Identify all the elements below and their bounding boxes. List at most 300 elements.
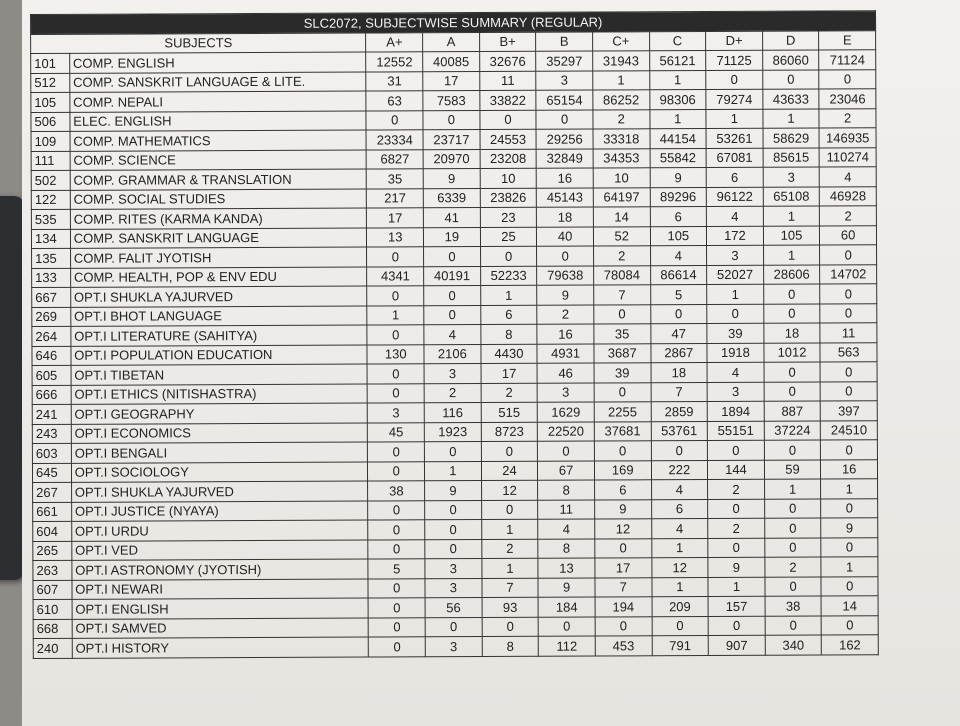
grade-count-cell: 56 (425, 598, 482, 618)
grade-count-cell: 1 (367, 305, 424, 325)
subject-code: 645 (32, 463, 71, 483)
subject-name: COMP. HEALTH, POP & ENV EDU (70, 267, 367, 288)
grade-count-cell: 40085 (423, 52, 480, 72)
grade-count-cell: 340 (765, 635, 822, 655)
subject-code: 667 (32, 287, 71, 307)
grade-count-cell: 1629 (537, 402, 594, 422)
subject-name: COMP. GRAMMAR & TRANSLATION (70, 169, 367, 190)
grade-count-cell: 23208 (480, 149, 537, 169)
subject-name: OPT.I LITERATURE (SAHITYA) (71, 325, 368, 346)
grade-count-cell: 0 (820, 245, 877, 265)
column-header-subjects: SUBJECTS (31, 33, 367, 54)
subject-code: 269 (32, 307, 71, 327)
grade-count-cell: 93 (482, 597, 539, 617)
grade-count-cell: 0 (595, 538, 652, 558)
grade-count-cell: 907 (708, 635, 765, 655)
grade-count-cell: 6 (651, 499, 708, 519)
grade-count-cell: 58629 (763, 128, 820, 148)
grade-count-cell: 53261 (706, 128, 763, 148)
column-header-c: C (649, 31, 706, 51)
grade-count-cell: 3 (707, 382, 764, 402)
grade-count-cell: 71125 (706, 50, 763, 70)
grade-count-cell: 0 (764, 440, 821, 460)
subject-name: OPT.I SOCIOLOGY (71, 462, 368, 483)
phone-edge (0, 196, 24, 580)
grade-count-cell: 79638 (537, 266, 594, 286)
grade-count-cell: 17 (423, 71, 480, 91)
grade-count-cell: 31943 (593, 51, 650, 71)
subject-code: 506 (31, 112, 70, 132)
grade-count-cell: 28606 (763, 265, 820, 285)
grade-count-cell: 3687 (594, 343, 651, 363)
subject-code: 604 (33, 521, 72, 541)
grade-count-cell: 4 (651, 519, 708, 539)
grade-count-cell: 0 (820, 303, 877, 323)
grade-count-cell: 1 (821, 479, 878, 499)
table-body (31, 50, 879, 658)
grade-count-cell: 3 (707, 245, 764, 265)
grade-count-cell: 0 (765, 616, 822, 636)
subject-name: COMP. SANSKRIT LANGUAGE (70, 228, 367, 249)
subject-name: COMP. SCIENCE (70, 150, 367, 171)
grade-count-cell: 0 (652, 616, 709, 636)
grade-count-cell: 8 (538, 539, 595, 559)
grade-count-cell: 222 (651, 460, 708, 480)
grade-count-cell: 2859 (651, 402, 708, 422)
grade-count-cell: 12 (595, 519, 652, 539)
subject-name: OPT.I NEWARI (72, 579, 369, 600)
grade-count-cell: 9 (538, 578, 595, 598)
grade-count-cell: 35297 (536, 51, 593, 71)
grade-count-cell: 18 (537, 207, 594, 227)
grade-count-cell: 17 (367, 208, 424, 228)
subject-code: 661 (33, 502, 72, 522)
grade-count-cell: 0 (595, 616, 652, 636)
grade-count-cell: 60 (820, 225, 877, 245)
grade-count-cell: 23826 (480, 188, 537, 208)
grade-count-cell: 12 (481, 480, 538, 500)
grade-count-cell: 37681 (594, 421, 651, 441)
grade-count-cell: 9 (425, 481, 482, 501)
grade-count-cell: 25 (480, 227, 537, 247)
column-header-e: E (819, 30, 876, 50)
grade-count-cell: 0 (368, 461, 425, 481)
grade-count-cell: 4 (706, 206, 763, 226)
grade-count-cell: 0 (367, 247, 424, 267)
grade-count-cell: 0 (764, 518, 821, 538)
grade-count-cell: 397 (821, 401, 878, 421)
grade-count-cell: 110274 (819, 147, 876, 167)
grade-count-cell: 105 (650, 226, 707, 246)
grade-count-cell: 0 (424, 305, 481, 325)
grade-count-cell: 6339 (423, 188, 480, 208)
grade-count-cell: 67 (538, 461, 595, 481)
grade-count-cell: 6827 (367, 149, 424, 169)
grade-count-cell: 3 (537, 383, 594, 403)
grade-count-cell: 11 (479, 71, 536, 91)
grade-count-cell: 12 (651, 558, 708, 578)
subject-code: 666 (32, 385, 71, 405)
grade-count-cell: 17 (595, 558, 652, 578)
subject-name: OPT.I TIBETAN (71, 364, 368, 385)
grade-count-cell: 16 (536, 168, 593, 188)
grade-count-cell: 96122 (706, 187, 763, 207)
grade-count-cell: 56121 (649, 51, 706, 71)
table-row (33, 635, 878, 658)
grade-count-cell: 52027 (707, 265, 764, 285)
grade-count-cell: 47 (650, 324, 707, 344)
grade-count-cell: 0 (366, 110, 423, 130)
subject-name: OPT.I URDU (71, 520, 368, 541)
grade-count-cell: 45143 (537, 188, 594, 208)
subject-code: 240 (33, 638, 72, 658)
subject-name: OPT.I SHUKLA YAJURVED (70, 286, 367, 307)
grade-count-cell: 19 (424, 227, 481, 247)
grade-count-cell: 14702 (820, 264, 877, 284)
grade-count-cell: 86060 (762, 50, 819, 70)
grade-count-cell: 14 (821, 596, 878, 616)
grade-count-cell: 184 (538, 597, 595, 617)
grade-count-cell: 11 (820, 323, 877, 343)
grade-count-cell: 1 (480, 285, 537, 305)
subject-code: 243 (32, 424, 71, 444)
grade-count-cell: 23 (480, 207, 537, 227)
grade-count-cell: 1918 (707, 343, 764, 363)
grade-count-cell: 1 (707, 284, 764, 304)
grade-count-cell: 172 (707, 226, 764, 246)
grade-count-cell: 2 (819, 108, 876, 128)
grade-count-cell: 0 (425, 520, 482, 540)
grade-count-cell: 9 (821, 518, 878, 538)
grade-count-cell: 3 (425, 637, 482, 657)
grade-count-cell: 23046 (819, 89, 876, 109)
grade-count-cell: 0 (368, 520, 425, 540)
grade-count-cell: 23717 (423, 130, 480, 150)
grade-count-cell: 10 (480, 168, 537, 188)
grade-count-cell: 4 (707, 362, 764, 382)
grade-count-cell: 6 (706, 167, 763, 187)
grade-count-cell: 9 (708, 557, 765, 577)
subject-code: 265 (33, 541, 72, 561)
grade-count-cell: 1894 (707, 401, 764, 421)
grade-count-cell: 53761 (651, 421, 708, 441)
column-header-b-plus: B+ (479, 32, 536, 52)
grade-count-cell: 1 (821, 557, 878, 577)
grade-count-cell: 2 (708, 479, 765, 499)
grade-count-cell: 4341 (367, 266, 424, 286)
grade-count-cell: 563 (820, 342, 877, 362)
grade-count-cell: 34353 (593, 148, 650, 168)
subject-code: 605 (32, 365, 71, 385)
grade-count-cell: 86614 (650, 265, 707, 285)
grade-count-cell: 67081 (706, 148, 763, 168)
grade-count-cell: 3 (425, 559, 482, 579)
grade-count-cell: 0 (369, 617, 426, 637)
grade-count-cell: 0 (368, 539, 425, 559)
grade-count-cell: 38 (765, 596, 822, 616)
subject-name: COMP. MATHEMATICS (70, 130, 367, 151)
grade-count-cell: 0 (765, 577, 822, 597)
grade-count-cell: 0 (424, 442, 481, 462)
grade-count-cell: 29256 (536, 129, 593, 149)
grade-count-cell: 64197 (593, 187, 650, 207)
grade-count-cell: 0 (369, 637, 426, 657)
grade-count-cell: 0 (820, 381, 877, 401)
grade-count-cell: 17 (481, 363, 538, 383)
subject-code: 133 (32, 268, 71, 288)
subject-code: 267 (33, 482, 72, 502)
grade-count-cell: 1 (651, 577, 708, 597)
grade-count-cell: 5 (368, 559, 425, 579)
grade-count-cell: 7 (482, 578, 539, 598)
grade-count-cell: 10 (593, 168, 650, 188)
grade-count-cell: 44154 (650, 129, 707, 149)
grade-count-cell: 0 (425, 500, 482, 520)
grade-count-cell: 85615 (763, 148, 820, 168)
grade-count-cell: 4931 (537, 344, 594, 364)
grade-count-cell: 116 (424, 403, 481, 423)
subject-name: COMP. RITES (KARMA KANDA) (70, 208, 367, 229)
grade-count-cell: 13 (367, 227, 424, 247)
grade-count-cell: 4430 (481, 344, 538, 364)
grade-count-cell: 63 (366, 91, 423, 111)
grade-count-cell: 2 (708, 518, 765, 538)
subject-name: OPT.I JUSTICE (NYAYA) (71, 501, 368, 522)
table-title: SLC2072, SUBJECTWISE SUMMARY (REGULAR) (31, 11, 876, 34)
grade-count-cell: 86252 (593, 90, 650, 110)
grade-count-cell: 3 (425, 578, 482, 598)
grade-count-cell: 791 (652, 636, 709, 656)
grade-count-cell: 194 (595, 597, 652, 617)
grade-count-cell: 13 (538, 558, 595, 578)
subject-name: OPT.I GEOGRAPHY (71, 403, 368, 424)
subject-code: 111 (31, 151, 70, 171)
grade-count-cell: 0 (536, 110, 593, 130)
grade-count-cell: 162 (822, 635, 879, 655)
grade-count-cell: 0 (368, 578, 425, 598)
grade-count-cell: 515 (481, 402, 538, 422)
subject-code: 264 (32, 326, 71, 346)
subject-code: 122 (31, 190, 70, 210)
grade-count-cell: 8 (482, 636, 539, 656)
grade-count-cell: 0 (821, 537, 878, 557)
grade-count-cell: 39 (594, 363, 651, 383)
grade-count-cell: 2106 (424, 344, 481, 364)
subject-code: 263 (33, 560, 72, 580)
grade-count-cell: 209 (652, 597, 709, 617)
subject-code: 535 (31, 209, 70, 229)
grade-count-cell: 18 (651, 363, 708, 383)
grade-count-cell: 1 (593, 70, 650, 90)
grade-count-cell: 0 (821, 498, 878, 518)
grade-count-cell: 0 (821, 615, 878, 635)
subject-code: 101 (31, 53, 70, 73)
grade-count-cell: 0 (708, 538, 765, 558)
grade-count-cell: 12552 (366, 52, 423, 72)
grade-count-cell: 0 (537, 246, 594, 266)
column-header-a-plus: A+ (366, 32, 423, 52)
grade-count-cell: 0 (651, 441, 708, 461)
grade-count-cell: 0 (707, 440, 764, 460)
grade-count-cell: 3 (536, 71, 593, 91)
grade-count-cell: 157 (708, 596, 765, 616)
grade-count-cell: 0 (481, 500, 538, 520)
grade-count-cell: 0 (538, 441, 595, 461)
column-header-d: D (762, 31, 819, 51)
grade-count-cell: 9 (595, 499, 652, 519)
grade-count-cell: 98306 (649, 90, 706, 110)
grade-count-cell: 0 (763, 284, 820, 304)
grade-count-cell: 7 (595, 577, 652, 597)
grade-count-cell: 16 (537, 324, 594, 344)
grade-count-cell: 1 (481, 519, 538, 539)
grade-count-cell: 40 (537, 227, 594, 247)
subject-name: COMP. NEPALI (70, 91, 367, 112)
subject-name: OPT.I ASTRONOMY (JYOTISH) (72, 559, 369, 580)
grade-count-cell: 130 (367, 344, 424, 364)
column-header-a: A (423, 32, 480, 52)
grade-count-cell: 1 (649, 70, 706, 90)
grade-count-cell: 1 (764, 479, 821, 499)
grade-count-cell: 2 (537, 305, 594, 325)
grade-count-cell: 0 (820, 284, 877, 304)
grade-count-cell: 887 (764, 401, 821, 421)
subject-code: 109 (31, 131, 70, 151)
subject-name: ELEC. ENGLISH (70, 111, 367, 132)
grade-count-cell: 0 (367, 325, 424, 345)
grade-count-cell: 2 (820, 206, 877, 226)
grade-count-cell: 14 (593, 207, 650, 227)
grade-count-cell: 2255 (594, 402, 651, 422)
subject-code: 610 (33, 599, 72, 619)
grade-count-cell: 2 (593, 246, 650, 266)
grade-count-cell: 0 (367, 364, 424, 384)
grade-count-cell: 38 (368, 481, 425, 501)
grade-count-cell: 2 (765, 557, 822, 577)
grade-count-cell: 146935 (819, 128, 876, 148)
grade-count-cell: 0 (708, 499, 765, 519)
grade-count-cell: 0 (425, 617, 482, 637)
grade-count-cell: 4 (651, 480, 708, 500)
grade-count-cell: 0 (367, 286, 424, 306)
grade-count-cell: 0 (765, 538, 822, 558)
grade-count-cell: 0 (480, 246, 537, 266)
subject-code: 646 (32, 346, 71, 366)
grade-count-cell: 24553 (480, 129, 537, 149)
grade-count-cell: 43633 (763, 89, 820, 109)
grade-count-cell: 32849 (536, 149, 593, 169)
grade-count-cell: 7 (594, 285, 651, 305)
column-header-d-plus: D+ (706, 31, 763, 51)
grade-count-cell: 1 (706, 109, 763, 129)
subject-name: COMP. ENGLISH (69, 52, 366, 73)
grade-count-cell: 0 (764, 362, 821, 382)
grade-count-cell: 52233 (480, 266, 537, 286)
grade-count-cell: 31 (366, 71, 423, 91)
subject-name: OPT.I ECONOMICS (71, 423, 368, 444)
grade-count-cell: 0 (594, 304, 651, 324)
grade-count-cell: 39 (707, 323, 764, 343)
grade-count-cell: 33822 (480, 90, 537, 110)
grade-count-cell: 41 (423, 208, 480, 228)
grade-count-cell: 59 (764, 460, 821, 480)
grade-count-cell: 1 (482, 558, 539, 578)
subject-code: 135 (32, 248, 71, 268)
subject-code: 603 (32, 443, 71, 463)
grade-count-cell: 52 (593, 226, 650, 246)
grade-count-cell: 55151 (707, 421, 764, 441)
grade-count-cell: 22520 (538, 422, 595, 442)
grade-count-cell: 16 (821, 459, 878, 479)
grade-count-cell: 0 (538, 617, 595, 637)
grade-count-cell: 24510 (821, 420, 878, 440)
grade-count-cell: 453 (595, 636, 652, 656)
grade-count-cell: 2 (593, 109, 650, 129)
grade-count-cell: 0 (764, 499, 821, 519)
grade-count-cell: 7 (651, 382, 708, 402)
subject-name: COMP. SANSKRIT LANGUAGE & LITE. (70, 72, 367, 93)
grade-count-cell: 8 (538, 480, 595, 500)
grade-count-cell: 0 (707, 304, 764, 324)
grade-count-cell: 0 (594, 382, 651, 402)
grade-count-cell: 0 (762, 70, 819, 90)
grade-count-cell: 1 (649, 109, 706, 129)
subject-name: COMP. SOCIAL STUDIES (70, 189, 367, 210)
grade-count-cell: 0 (480, 110, 537, 130)
grade-count-cell: 2 (481, 383, 538, 403)
grade-count-cell: 37224 (764, 421, 821, 441)
grade-count-cell: 1 (425, 461, 482, 481)
grade-count-cell: 78084 (594, 265, 651, 285)
grade-count-cell: 1012 (764, 343, 821, 363)
subject-name: OPT.I VED (72, 540, 369, 561)
subject-code: 668 (33, 619, 72, 639)
grade-count-cell: 35 (594, 324, 651, 344)
subject-code: 105 (31, 92, 70, 112)
grade-count-cell: 105 (763, 226, 820, 246)
grade-count-cell: 40191 (424, 266, 481, 286)
grade-count-cell: 8723 (481, 422, 538, 442)
grade-count-cell: 0 (821, 576, 878, 596)
grade-count-cell: 0 (594, 441, 651, 461)
grade-count-cell: 1 (763, 109, 820, 129)
grade-count-cell: 0 (481, 441, 538, 461)
grade-count-cell: 9 (537, 285, 594, 305)
grade-count-cell: 33318 (593, 129, 650, 149)
grade-count-cell: 71124 (819, 50, 876, 70)
subject-code: 512 (31, 73, 70, 93)
grade-count-cell: 1 (763, 206, 820, 226)
subject-name: OPT.I SAMVED (72, 618, 369, 639)
grade-count-cell: 0 (424, 247, 481, 267)
grade-count-cell: 45 (368, 422, 425, 442)
grade-count-cell: 4 (424, 325, 481, 345)
grade-count-cell: 32676 (479, 51, 536, 71)
subject-code: 502 (31, 170, 70, 190)
grade-count-cell: 65154 (536, 90, 593, 110)
grade-count-cell: 0 (821, 440, 878, 460)
grade-count-cell: 0 (706, 70, 763, 90)
grade-count-cell: 3 (424, 364, 481, 384)
subject-name: OPT.I SHUKLA YAJURVED (71, 481, 368, 502)
grade-count-cell: 23334 (366, 130, 423, 150)
grade-count-cell: 6 (594, 480, 651, 500)
grade-count-cell: 2 (481, 539, 538, 559)
subject-name: OPT.I POPULATION EDUCATION (71, 345, 368, 366)
subject-name: OPT.I ETHICS (NITISHASTRA) (71, 384, 368, 405)
grade-count-cell: 0 (764, 382, 821, 402)
grade-count-cell: 144 (708, 460, 765, 480)
